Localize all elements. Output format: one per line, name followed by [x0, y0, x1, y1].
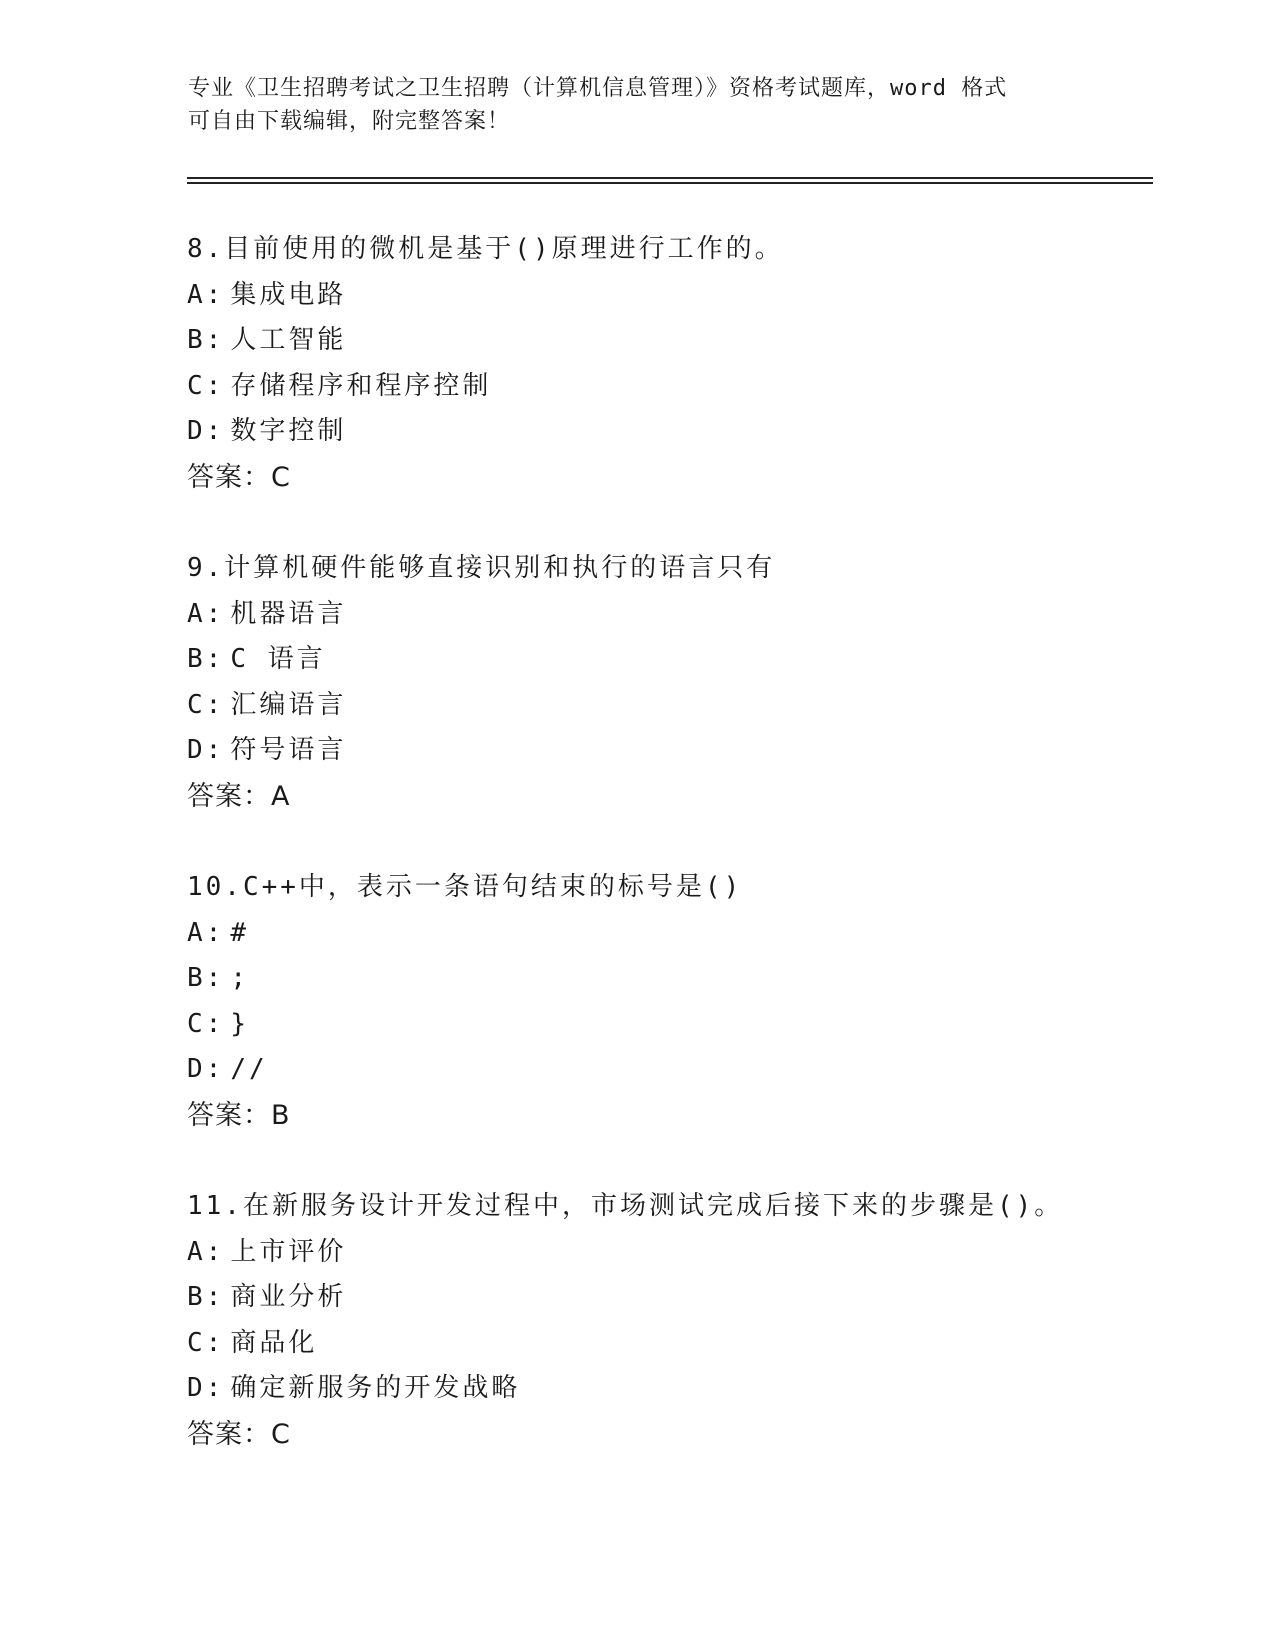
answer-line: 答案：C [187, 461, 291, 493]
option-letter: A: [187, 598, 225, 629]
option-text: 数字控制 [230, 416, 347, 446]
option-letter: B: [187, 325, 225, 355]
option-text: 集成电路 [230, 279, 347, 310]
option-c [187, 683, 1187, 729]
option-text: ; [230, 963, 249, 993]
option-letter: B: [187, 963, 225, 993]
option-text: 存储程序和程序控制 [230, 370, 492, 401]
option-text: 确定新服务的开发战略 [230, 1373, 521, 1403]
option-letter: A: [187, 1236, 225, 1267]
option-c [187, 364, 1187, 410]
option-letter: B: [187, 644, 225, 674]
option-text: 上市评价 [230, 1236, 347, 1267]
option-c [187, 1002, 1187, 1048]
option-text: } [230, 1008, 249, 1039]
option-a [187, 911, 1187, 957]
option-text: # [230, 917, 249, 948]
header-divider-bottom [187, 182, 1153, 184]
option-letter: C: [187, 689, 225, 720]
option-text: 机器语言 [230, 598, 347, 629]
option-c [187, 1321, 1187, 1367]
option-d [187, 1366, 1187, 1412]
option-letter: C: [187, 1008, 225, 1039]
option-letter: C: [187, 1327, 225, 1358]
option-text: 符号语言 [230, 735, 347, 765]
option-letter: D: [187, 1054, 225, 1084]
option-letter: A: [187, 917, 225, 948]
option-b [187, 956, 1187, 1002]
answer-line: 答案：A [187, 780, 291, 812]
question-stem: 10.C++中，表示一条语句结束的标号是() [187, 872, 743, 902]
option-letter: D: [187, 1373, 225, 1403]
option-letter: C: [187, 370, 225, 401]
question-block [187, 227, 1187, 500]
option-d [187, 728, 1187, 774]
option-b [187, 1275, 1187, 1321]
option-letter: D: [187, 735, 225, 765]
header-subtitle-line: 可自由下载编辑，附完整答案！ [188, 109, 511, 134]
question-block [187, 865, 1187, 1138]
header-title-line: 专业《卫生招聘考试之卫生招聘（计算机信息管理）》资格考试题库，word 格式 [188, 76, 1008, 101]
option-d [187, 409, 1187, 455]
option-a [187, 592, 1187, 638]
question-stem: 11.在新服务设计开发过程中，市场测试完成后接下来的步骤是()。 [187, 1191, 1064, 1221]
question-block [187, 546, 1187, 819]
question-block [187, 1184, 1187, 1457]
option-text: C 语言 [230, 644, 326, 674]
document-header [188, 72, 1088, 138]
answer-line: 答案：C [187, 1418, 291, 1450]
answer-line: 答案：B [187, 1099, 291, 1131]
option-text: // [230, 1054, 268, 1084]
question-stem: 9.计算机硬件能够直接识别和执行的语言只有 [187, 553, 776, 583]
option-text: 商业分析 [230, 1282, 347, 1312]
option-text: 商品化 [230, 1327, 318, 1358]
option-letter: D: [187, 416, 225, 446]
option-b [187, 637, 1187, 683]
option-text: 汇编语言 [230, 689, 347, 720]
option-a [187, 273, 1187, 319]
option-letter: B: [187, 1282, 225, 1312]
option-d [187, 1047, 1187, 1093]
option-b [187, 318, 1187, 364]
question-stem: 8.目前使用的微机是基于()原理进行工作的。 [187, 234, 784, 264]
option-text: 人工智能 [230, 325, 347, 355]
option-a [187, 1230, 1187, 1276]
option-letter: A: [187, 279, 225, 310]
header-divider-top [187, 177, 1153, 179]
